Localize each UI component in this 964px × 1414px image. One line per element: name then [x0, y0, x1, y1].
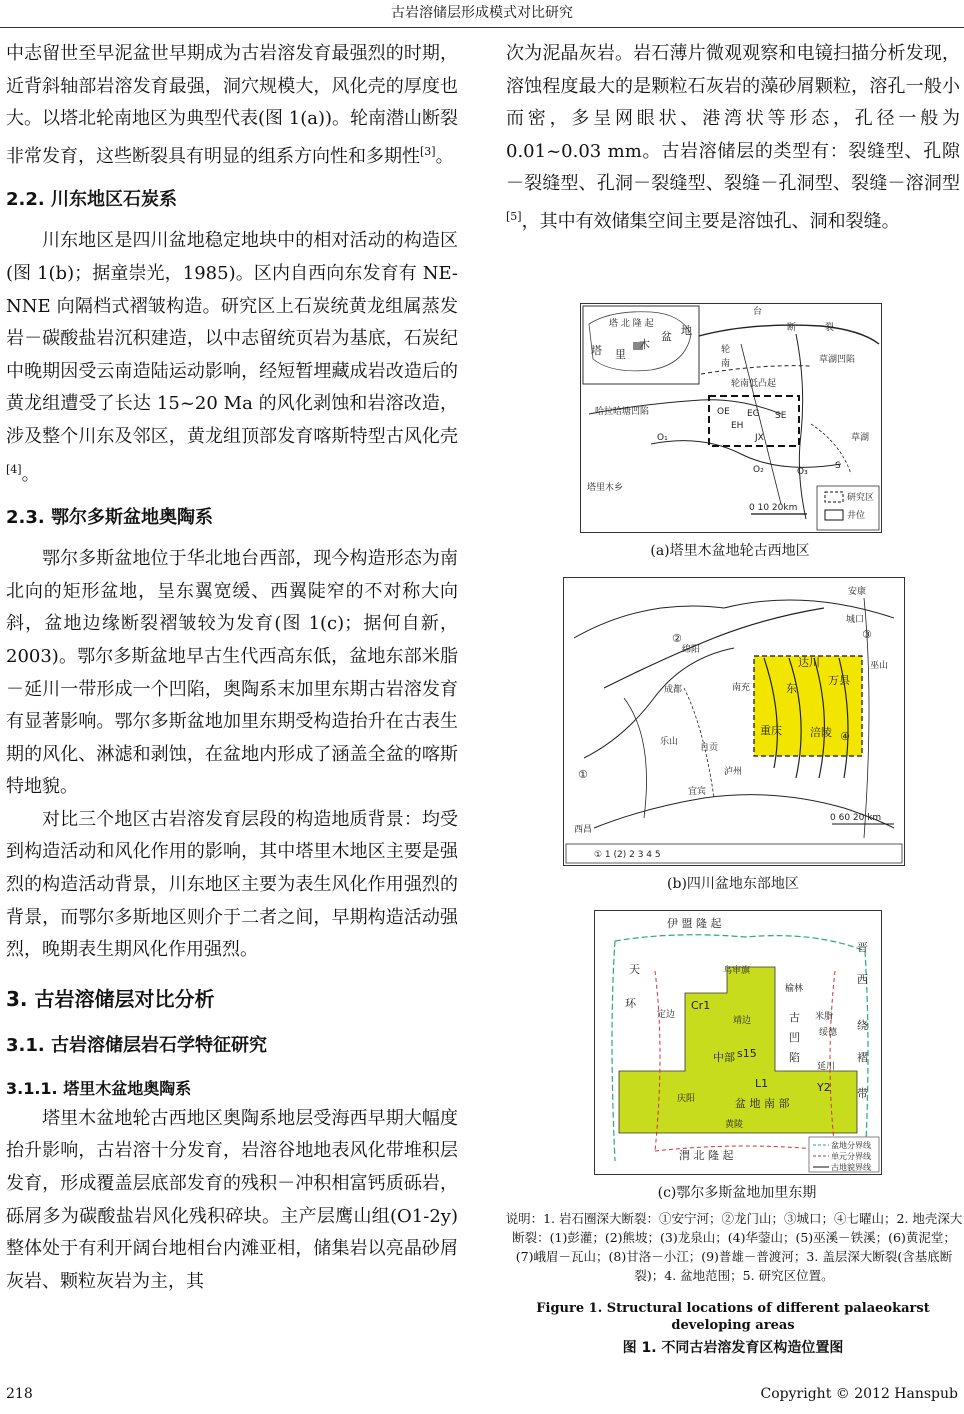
label-hala: 哈拉哈塘凹陷 [595, 407, 650, 417]
section-heading: 2.3. 鄂尔多斯盆地奥陶系 [6, 507, 213, 529]
label-jin: 晋 [857, 941, 868, 954]
figure-c-caption: (c)鄂尔多斯盆地加里东期 [657, 1185, 817, 1201]
label-rao: 绕 [857, 1019, 868, 1032]
label-zhe: 褶 [857, 1051, 868, 1064]
label-yibin: 宜宾 [688, 787, 707, 797]
label-eh: EH [731, 421, 744, 431]
label-mizhi: 米脂 [815, 1012, 834, 1022]
label-c1: Cr1 [691, 999, 711, 1012]
paragraph: 对比三个地区古岩溶发育层段的构造地质背景：均受到构造活动和风化作用的影响，其中塔里木地区主要是强烈的构造活动背景，川东地区主要为表生风化作用强烈的背景，而鄂尔多斯地区则介于二者之间，早期构造活动强烈，晚期表生期风化作用强烈。 [6, 808, 458, 961]
label-ao: 凹 [789, 1031, 800, 1044]
paragraph: 次为泥晶灰岩。岩石薄片微观观察和电镜扫描分析发现，溶蚀程度最大的是颗粒石灰岩的藻砂屑颗粒，溶孔一般小而密，多呈网眼状、港湾状等形态，孔径一般为 0.01~0.03 mm。古岩溶储层的类型有：裂缝型、孔隙－裂缝型、孔洞－裂缝型、裂缝－孔洞型、裂缝－溶洞型[5]，其中有效储集空间主要是溶蚀孔、洞和裂缝。 [506, 43, 960, 232]
label-dai: 带 [857, 1087, 868, 1100]
copyright: Copyright © 2012 Hanspub [760, 1386, 958, 1402]
fault-1: ① [578, 768, 588, 781]
label-s15: s15 [737, 1047, 757, 1060]
label-xichang: 西昌 [574, 825, 593, 835]
legend-basin: 盆地分界线 [831, 1141, 871, 1150]
section-heading: 3.1.1. 塔里木盆地奥陶系 [6, 1078, 192, 1098]
paragraph: 川东地区是四川盆地稳定地块中的相对活动的构造区(图 1(b)；据童崇光，1985)。区内自西向东发育有 NE-NNE 向隔档式褶皱构造。研究区上石炭统黄龙组属蒸发岩－碳酸盐岩沉积建造，以中志留统页岩为基底，石炭纪中晚期因受云南造陆运动影响，经短暂埋藏成岩改造后的黄龙组遭受了长达 15~20 Ma 的风化剥蚀和岩溶改造，涉及整个川东及邻区，黄龙组顶部发育喀斯特型古风化壳[4]。 [6, 230, 458, 485]
figure-b-caption: (b)四川盆地东部地区 [667, 876, 799, 892]
label-huan: 环 [625, 997, 636, 1010]
figure-a-caption: (a)塔里木盆地轮古西地区 [650, 543, 810, 559]
label-gu: 古 [789, 1011, 800, 1024]
label-mianyang: 绵阳 [682, 645, 701, 655]
label-eg: EG [747, 409, 760, 419]
label-tabei-town: 塔里木乡 [587, 483, 624, 493]
label-yimeng: 伊 盟 隆 起 [667, 917, 722, 930]
label-yanchuan: 延川 [817, 1062, 836, 1072]
label-huangling: 黄陵 [725, 1120, 744, 1130]
label-o1: O₁ [657, 433, 668, 443]
legend-well: 井位 [847, 511, 866, 521]
fault-2: ② [672, 632, 682, 645]
label-li: 里 [615, 348, 626, 361]
page-number: 218 [6, 1386, 33, 1402]
label-chengkou: 城口 [846, 615, 865, 625]
figure-c-map [594, 910, 882, 1175]
label-o3: O₃ [797, 467, 808, 477]
paragraph: 塔里木盆地轮古西地区奥陶系地层受海西早期大幅度抬升影响，古岩溶十分发育，岩溶谷地地表风化带堆积层发育，形成覆盖层底部发育的残积－冲积相富钙质砾岩，砾屑多为碳酸盐岩风化残积碎块。主产层鹰山组(O1-2y)整体处于有利开阔台地相台内滩亚相，储集岩以亮晶砂屑灰岩、颗粒灰岩为主，其 [6, 1107, 458, 1292]
fault-4: ④ [840, 730, 850, 743]
section-heading: 3. 古岩溶储层对比分析 [6, 986, 215, 1011]
figure-note: 说明：1. 岩石圈深大断裂：①安宁河；②龙门山；③城口；④七曜山；2. 地壳深大断裂：(1)彭灌；(2)熊坡；(3)龙泉山；(4)华蓥山；(5)巫溪－铁溪；(6)黄泥堂；(7)峨眉－瓦山；(8)甘洛－小江；(9)普雄－普渡河；3. 盖层深大断裂(含基底断裂)；4. 盆地范围；5. 研究区位置。 [505, 1211, 963, 1283]
fault-3: ③ [862, 628, 872, 641]
label-y2: Y2 [817, 1081, 831, 1094]
label-qingyang: 庆阳 [677, 1094, 696, 1104]
label-dingbian: 定边 [657, 1010, 676, 1020]
label-yulin: 榆林 [785, 984, 804, 994]
label-xi: 西 [857, 973, 868, 986]
header-rule [0, 27, 964, 28]
label-caohu2: 草湖 [851, 433, 870, 443]
label-mu: 木 [639, 338, 650, 351]
label-ankang: 安康 [848, 587, 867, 597]
left-column [6, 38, 458, 1298]
label-chongqing: 重庆 [760, 724, 782, 737]
label-weibei: 渭 北 隆 起 [679, 1149, 734, 1162]
figure-title-en: Figure 1. Structural locations of different palaeokarst developing areas [536, 1301, 930, 1333]
label-suide: 绥德 [819, 1028, 838, 1038]
scale-bar: 0 10 20km [749, 503, 798, 513]
label-oe: OE [717, 407, 730, 417]
label-lun: 轮 [721, 345, 731, 355]
section-heading: 3.1. 古岩溶储层岩石学特征研究 [6, 1034, 267, 1056]
label-fuling: 涪陵 [810, 726, 832, 739]
legend-row: ① 1 (2) 2 3 4 5 [594, 850, 661, 860]
label-lie: 裂 [825, 323, 835, 333]
label-s: S [835, 461, 841, 471]
label-chengdu: 成都 [664, 685, 683, 695]
figure-b-map [563, 577, 905, 866]
section-heading: 2.2. 川东地区石炭系 [6, 189, 177, 211]
figure-a-map [580, 303, 882, 533]
label-tabei: 塔 北 隆 起 [609, 319, 654, 329]
label-lunnan: 轮南低凸起 [731, 379, 777, 389]
legend-study-area: 研究区 [847, 493, 875, 503]
label-jingbian: 靖边 [733, 1016, 752, 1026]
paragraph: 中志留世至早泥盆世早期成为古岩溶发育最强烈的时期，近背斜轴部岩溶发育最强，洞穴规模大，风化壳的厚度也大。以塔北轮南地区为典型代表(图 1(a))。轮南潜山断裂非常发育，这些断裂具有明显的组系方向性和多期性[3]。 [6, 43, 458, 167]
label-di: 地 [681, 324, 692, 337]
label-pendi-nan: 盆 地 南 部 [735, 1097, 790, 1110]
label-jx: JX [755, 433, 764, 443]
label-caohu: 草湖凹陷 [819, 355, 856, 365]
label-wushan: 巫山 [870, 661, 889, 671]
label-nan: 南 [721, 359, 731, 369]
label-tai: 台 [753, 307, 763, 317]
right-column [506, 38, 960, 239]
running-header: 古岩溶储层形成模式对比研究 [391, 5, 573, 21]
label-tian: 天 [629, 963, 640, 976]
scale-bar: 0 60 20 km [830, 813, 882, 823]
label-wanxian: 万县 [828, 674, 850, 687]
label-tarim: 塔 [591, 344, 602, 357]
label-dazhou: 达川 [798, 656, 820, 669]
figure-title-cn: 图 1. 不同古岩溶发育区构造位置图 [622, 1340, 844, 1356]
label-duan: 断 [787, 323, 797, 333]
label-center: 中部 [713, 1051, 735, 1064]
label-leshan: 乐山 [660, 737, 679, 747]
label-dongnan: 东 [786, 682, 797, 695]
paragraph: 鄂尔多斯盆地位于华北地台西部，现今构造形态为南北向的矩形盆地，呈东翼宽缓、西翼陡窄的不对称大向斜，盆地边缘断裂褶皱较为发育(图 1(c)；据何自新，2003)。鄂尔多斯盆地早古生代西高东低，盆地东部米脂－延川一带形成一个凹陷，奥陶系末加里东期古岩溶发育有显著影响。鄂尔多斯盆地加里东期受构造抬升在古表生期的风化、淋滤和剥蚀，在盆地内形成了涵盖全盆的喀斯特地貌。 [6, 548, 458, 798]
label-luzhou: 泸州 [724, 767, 743, 777]
label-xian: 陷 [789, 1051, 800, 1064]
label-o2: O₂ [753, 465, 764, 475]
legend-unit: 单元分界线 [831, 1152, 871, 1161]
label-nanchong: 南充 [732, 683, 751, 693]
label-zigong: 自贡 [700, 743, 719, 753]
legend-paleo: 古地貌界线 [831, 1163, 871, 1172]
label-wushenqi: 乌审旗 [723, 966, 751, 976]
label-pendi: 盆 [661, 330, 672, 343]
label-se: SE [775, 411, 787, 421]
label-l1: L1 [755, 1077, 769, 1090]
